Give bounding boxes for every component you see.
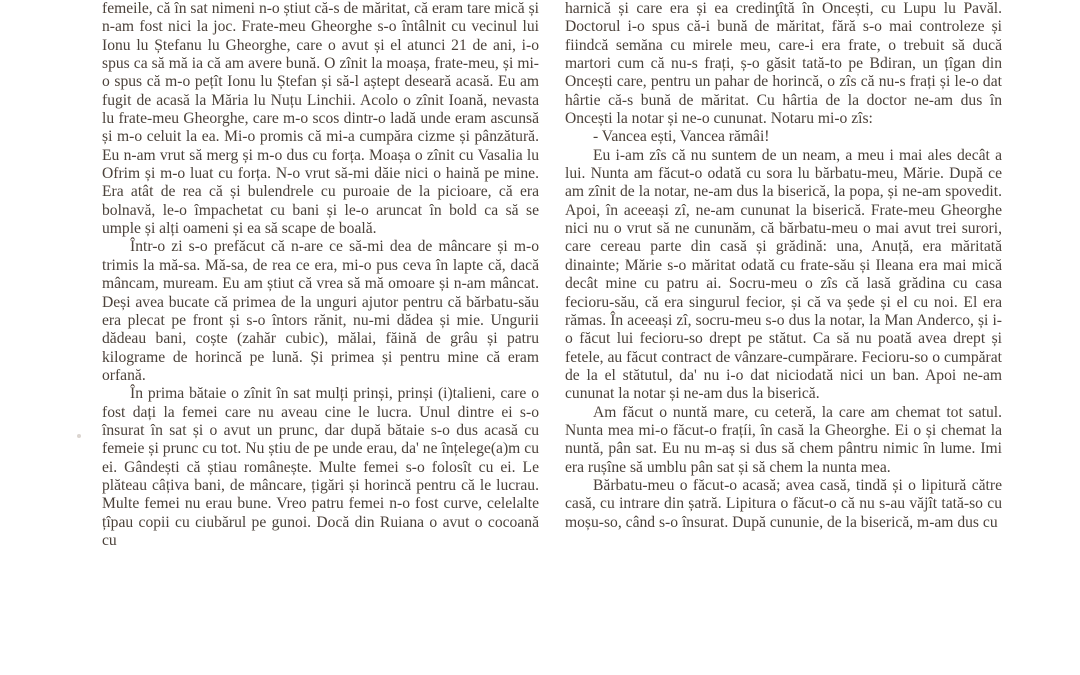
paragraph: Am făcut o nuntă mare, cu ceteră, la care am chemat tot satul. Nunta mea mi-o făcut-o frațíi, în casă la Gheorghe. Ei o și chemat la nuntă, pân sat. Eu nu m-aș si dus să chem pântru nimic în lume. Imi era rușîne să umblu pân sat și să chem la nunta mea. bbox=[565, 403, 1002, 476]
paragraph: harnică și care era și ea credinţîtă în Oncești, cu Lupu lu Pavăl. Doctorul i-o spus că-i bună de măritat, fără s-o mai controleze și fiindcă semăna cu mirele meu, care-i era frate, o trebuit să ducă martori cum că nu-s frați, ș-o găsit tată-to pe Bdiran, un țîgan din Oncești care, pentru un pahar de horincă, o zîs că nu-s frați și le-o dat hârtie că-s bună de măritat. Cu hârtia de la doctor ne-am dus în Oncești la notar și ne-o cununat. Notaru mi-o zîs: bbox=[565, 0, 1002, 128]
paragraph: femeile, că în sat nimeni n-o știut că-s de măritat, că eram tare mică și n-am fost nici la joc. Frate-meu Gheorghe s-o întâlnit cu vecinul lui Ionu lu Ștefanu lu Gheorghe, care o avut și el atunci 21 de ani, i-o spus ca să mă ia că am avere bună. O zînit la moașa, frate-meu, și mi-o spus că m-o pețît Ionu lu Ștefan și să-l aștept deseară acasă. Eu am fugit de acasă la Măria lu Nuțu Linchii. Acolo o zînit Ioană, nevasta lu frate-meu Gheorghe, care m-o scos dintr-o ladă unde eram ascunsă și m-o celuit la ea. Mi-o promis că mi-a cumpăra cizme și pânzătură. Eu n-am vrut să merg și m-o dus cu forța. Moașa o zînit cu Vasalia lu Ofrim și m-o luat cu forța. N-o vrut să-mi dăie nici o haină pe mine. Era atât de rea că și bulendrele cu puroaie de la picioare, că era bolnavă, le-o împachetat cu bani și le-o aruncat în bold ca să se umple și alți oameni și ea să scape de boală. bbox=[102, 0, 539, 238]
right-text-column bbox=[565, 0, 1002, 532]
paragraph: Bărbatu-meu o făcut-o acasă; avea casă, tindă și o lipitură către casă, cu intrare din șatră. Lipitura o făcut-o că nu s-au văjît tată-so cu moșu-so, când s-o însurat. După cununie, de la biserică, m-am dus cu bbox=[565, 476, 1002, 531]
paragraph: În prima bătaie o zînit în sat mulți prinși, prinși (i)talieni, care o fost dați la femei care nu aveau cine le lucra. Unul dintre ei s-o însurat în sat și o avut un prunc, dar după bătaie s-o dus acasă cu femeie și prunc cu tot. Nu știu de pe unde erau, da' ne înțelege(a)m cu ei. Gândești că știau românește. Multe femei s-o folosît cu ei. Le plăteau câțiva bani, de mâncare, țigări și horincă pentru că le lucrau. Multe femei nu erau bune. Vreo patru femei n-o fost curve, celelalte țîpau copii cu ciubărul pe gunoi. Docă din Ruiana o avut o cocoană cu bbox=[102, 385, 539, 549]
paragraph: Eu i-am zîs că nu suntem de un neam, a meu i mai ales decât a lui. Nunta am făcut-o odată cu sora lu bărbatu-meu, Mărie. După ce am zînit de la notar, ne-am dus la biserică, la popa, și ne-am spovedit. Apoi, în aceeași zî, ne-am cununat la biserică. Frate-meu Gheorghe nici nu o vrut să ne cununăm, că bărbatu-meu o mai avut trei surori, care cereau parte din casă și grădină: una, Anuță, era măritată dinainte; Mărie s-o măritat odată cu frate-său și Ileana era mai mică decât mine cu patru ai. Socru-meu o zîs că lasă grădina cu casa fecioru-său, că era singurul fecior, și că va șede și el cu noi. El era rămas. În aceeași zî, socru-meu s-o dus la notar, la Man Anderco, și i-o făcut lui fecioru-so drept pe stătut. Ca să nu poată avea drept și fetele, au făcut contract de vânzare-cumpărare. Fecioru-so o cumpărat de la el stătutul, da' nu i-o dat niciodată nici un ban. Apoi ne-am cununat la notar și ne-am dus la biserică. bbox=[565, 146, 1002, 403]
paragraph: Într-o zi s-o prefăcut că n-are ce să-mi dea de mâncare și m-o trimis la mă-sa. Mă-sa, de rea ce era, mi-o pus ceva în lapte că, dacă mâncam, muream. Eu am știut că vrea să mă omoare și n-am mâncat. Deși avea bucate că primea de la unguri ajutor pentru că bărbatu-său era plecat pe front și s-o întors rănit, nu-mi dădea și mie. Ungurii dădeau bani, coște (zahăr cubic), mălai, făină de grâu și patru kilograme de horincă pe lună. Și primea și pentru mine că eram orfană. bbox=[102, 238, 539, 384]
left-text-column bbox=[102, 0, 539, 550]
dialogue-line: - Vancea ești, Vancea rămâi! bbox=[593, 128, 770, 146]
